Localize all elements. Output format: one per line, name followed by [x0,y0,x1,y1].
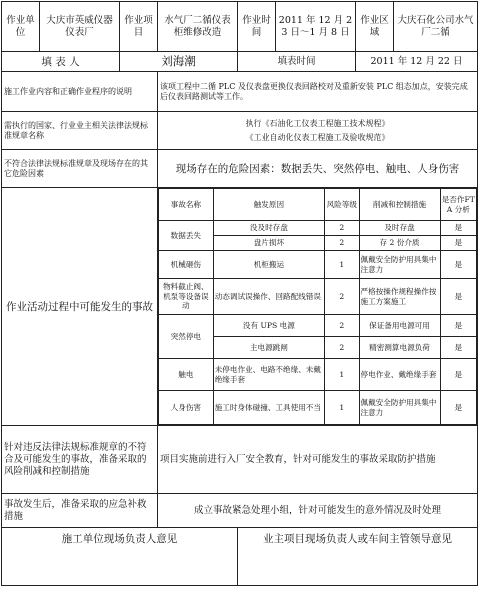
risk-measure: 佩戴安全防护用具集中注意力 [359,251,440,279]
risk-level: 2 [325,315,359,337]
risk-name: 机械砸伤 [159,251,214,279]
risk-cause: 主电源跳闸 [213,337,324,359]
risk-level: 2 [325,337,359,359]
risk-cause: 机柜搬运 [213,251,324,279]
risk-row [159,391,477,425]
risk-measure: 严格按操作规程操作按施工方案施工 [359,279,440,315]
risk-level: 2 [325,279,359,315]
sign-left: 施工单位现场负责人意见 [2,528,238,586]
risk-header-measure: 削减和控制措施 [359,189,440,221]
risk-fta: 是 [440,279,476,315]
risk-level: 2 [325,236,359,251]
risk-cause: 没有 UPS 电源 [213,315,324,337]
measures-label: 针对违反法律法规标准规章的不符合及可能发生的事故，准备采取的风险削减和控制措施 [2,426,158,494]
risk-measure: 精密测算电源负荷 [359,337,440,359]
content-value: 该项工程中二循 PLC 及仪表盘更换仪表回路校对及重新安装 PLC 组态加点，安装完成后仪表回路测试等工作。 [158,72,478,112]
risk-fta: 是 [440,221,476,236]
nonconform-value: 现场存在的危险因素：数据丢失、突然停电、触电、人身伤害 [158,150,478,188]
risk-header-name: 事故名称 [159,189,214,221]
risk-table [158,188,477,425]
law-label: 需执行的国家、行业业主相关法律法规标准规章名称 [2,112,158,150]
risk-row [159,251,477,279]
risk-level: 1 [325,251,359,279]
risk-row [159,359,477,391]
area-label: 作业区域 [356,2,394,52]
law-value-1: 执行《石油化工仪表工程施工技术规程》 [245,118,390,128]
nonconform-label: 不符合法律法规标准规章及现场存在的其它危险因素 [2,150,158,188]
risk-row [159,279,477,315]
measures-value: 项目实施前进行入厂安全教育，针对可能发生的事故采取防护措施 [158,426,478,494]
emergency-value: 成立事故紧急处理小组，针对可能发生的意外情况及时处理 [158,494,478,528]
risk-cause: 动态调试误操作、回路配线错误 [213,279,324,315]
time-value: 2011 年 12 月 23 日～1 月 8 日 [276,2,356,52]
risk-cause: 未停电作业、电路不绝缘、未戴绝缘手套 [213,359,324,391]
risk-name: 触电 [159,359,214,391]
risk-measure: 保证备用电源可用 [359,315,440,337]
hazard-form-table [1,1,478,586]
risk-cause: 没及时存盘 [213,221,324,236]
law-value [158,112,478,150]
project-label: 作业项目 [120,2,158,52]
risk-row [159,315,477,337]
risk-header-cause: 触发原因 [213,189,324,221]
risk-header-fta: 是否作FTA 分析 [440,189,476,221]
risk-name: 人身伤害 [159,391,214,425]
law-value-2: 《工业自动化仪表工程施工及验收规范》 [245,132,390,142]
filler-time-label: 填表时间 [238,52,356,72]
filler-time-value: 2011 年 12 月 22 日 [356,52,478,72]
risk-measure: 及时存盘 [359,221,440,236]
area-value: 大庆石化公司水气厂二循 [394,2,478,52]
risk-header-level: 风险等级 [325,189,359,221]
filler-name: 刘海潮 [120,52,238,72]
risk-fta: 是 [440,236,476,251]
risk-level: 2 [325,221,359,236]
risk-cause: 盘片损坏 [213,236,324,251]
time-label: 作业时间 [238,2,276,52]
risk-fta: 是 [440,391,476,425]
risk-name: 突然停电 [159,315,214,359]
risk-name: 数据丢失 [159,221,214,251]
risk-cell [158,188,478,426]
risk-level: 1 [325,359,359,391]
risk-cause: 施工时身体碰撞、工具使用不当 [213,391,324,425]
filler-label: 填 表 人 [2,52,120,72]
emergency-label: 事故发生后，准备采取的应急补救措施 [2,494,158,528]
risk-fta: 是 [440,337,476,359]
accident-label: 作业活动过程中可能发生的事故 [2,188,158,426]
risk-measure: 停电作业、戴绝缘手套 [359,359,440,391]
risk-measure: 佩戴安全防护用具集中注意力 [359,391,440,425]
risk-row [159,221,477,236]
sign-right: 业主项目现场负责人或车间主管领导意见 [238,528,478,586]
risk-level: 1 [325,391,359,425]
project-value: 水气厂二循仪表柜维修改造 [158,2,238,52]
content-label: 施工作业内容和正确作业程序的说明 [2,72,158,112]
unit-value: 大庆市英威仪器仪表厂 [40,2,120,52]
risk-name: 物料截止阀、机泵等设备误动 [159,279,214,315]
unit-label: 作业单位 [2,2,40,52]
risk-fta: 是 [440,315,476,337]
risk-fta: 是 [440,251,476,279]
risk-measure: 存 2 份介质 [359,236,440,251]
risk-fta: 是 [440,359,476,391]
